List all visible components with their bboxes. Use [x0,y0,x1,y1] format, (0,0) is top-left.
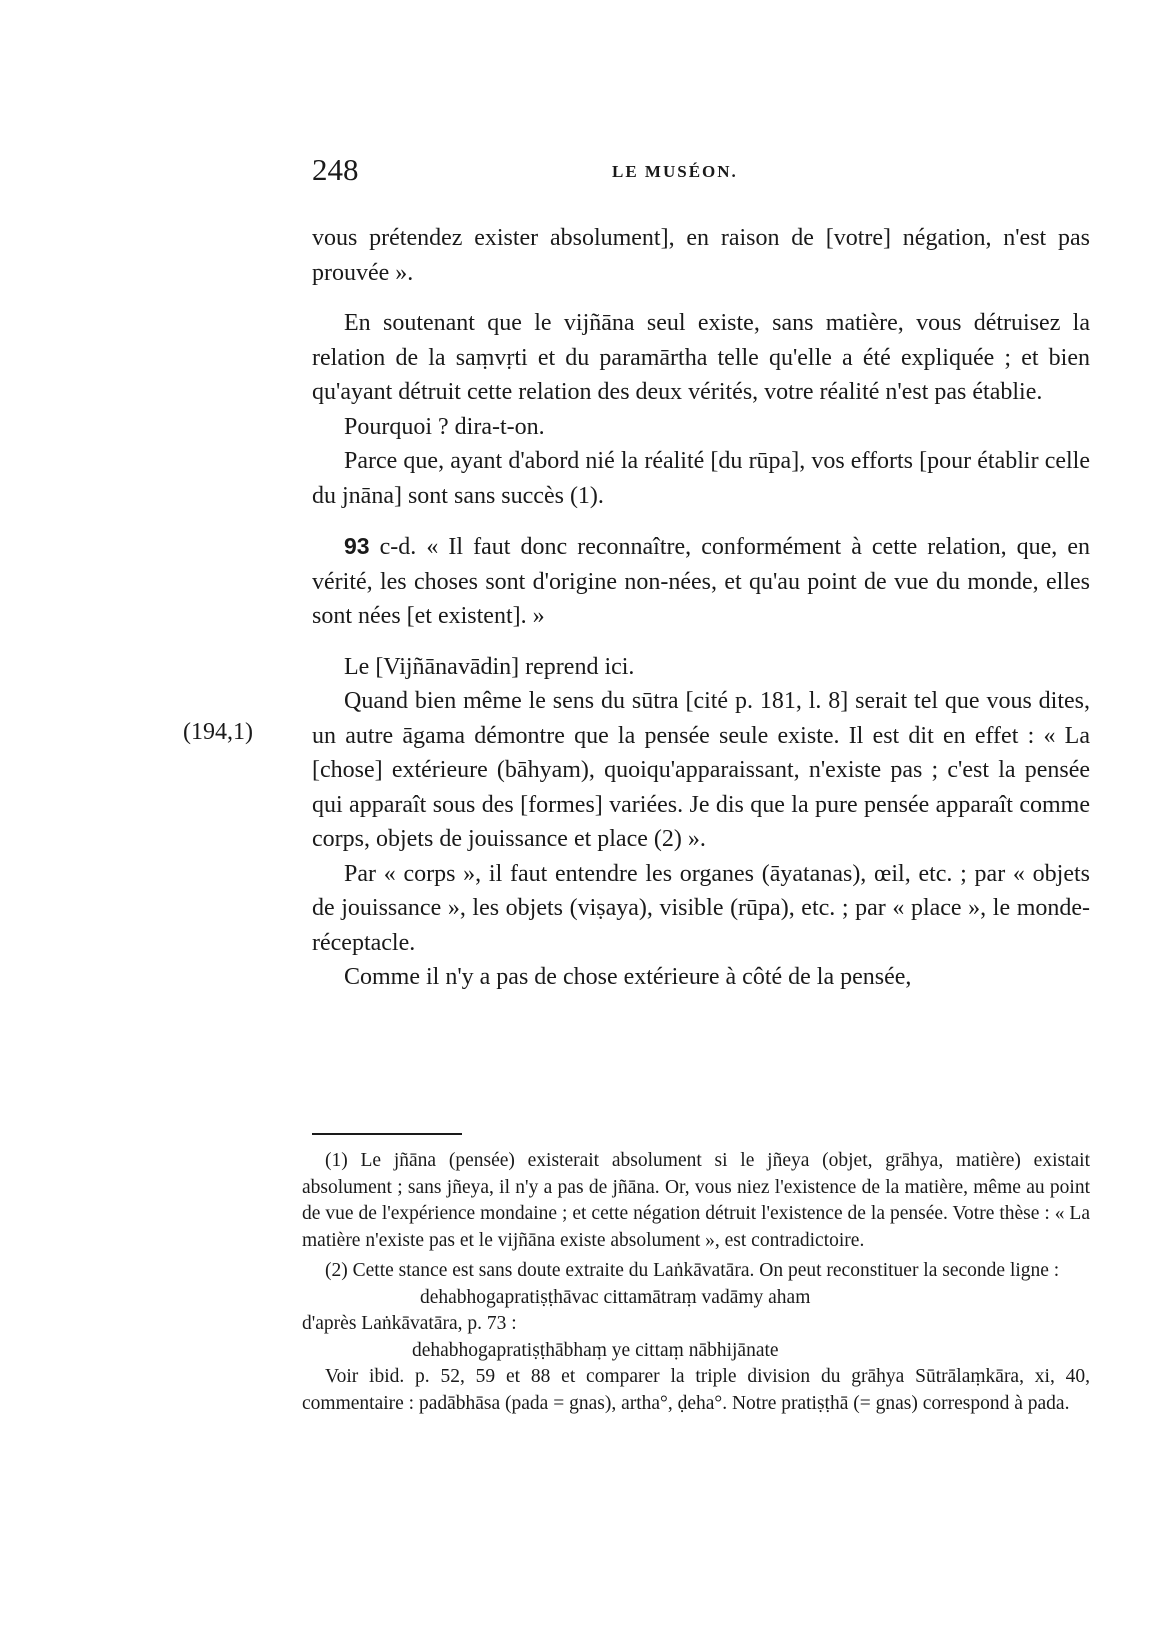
paragraph: Pourquoi ? dira-t-on. [344,413,545,440]
footnote-separator [312,1133,462,1135]
stanza-paragraph [312,529,1090,634]
paragraph: En soutenant que le vijñāna seul existe, sans matière, vous détruisez la relation de la saṃvṛti et du paramārtha telle qu'elle a été expliquée ; et bien qu'ayant détruit cette relation des deux vérités, votre réalité n'est pas établie. [312,310,1090,405]
paragraph: Parce que, ayant d'abord nié la réalité [du rūpa], vos efforts [pour établir celle du jnāna] sont sans succès (1). [312,448,1090,509]
footnote-2-end: Voir ibid. p. 52, 59 et 88 et comparer la triple division du grāhya Sūtrālaṃkāra, xi, 40, commentaire : padābhāsa (pada = gnas), artha°, ḍeha°. Notre pratiṣṭhā (= gnas) correspond à pada. [302,1366,1090,1414]
paragraph: Le [Vijñānavādin] reprend ici. [344,653,635,680]
footnotes [302,1148,1090,1417]
main-text [312,221,1090,995]
footnote-1: (1) Le jñāna (pensée) existerait absolument si le jñeya (objet, grāhya, matière) existait absolument ; sans jñeya, il n'y a pas de jñāna. Or, vous niez l'existence de la matière, même au point de vue de l'expérience mondaine ; et cette négation détruit l'existence de la pensée. Votre thèse : « La matière n'existe pas et le vijñāna existe absolument », est contradictoire. [302,1150,1090,1251]
margin-reference: (194,1) [183,719,253,745]
paragraph: Par « corps », il faut entendre les organes (āyatanas), œil, etc. ; par « objets de jouissance », les objets (viṣaya), visible (rūpa), etc. ; par « place », le monde-réceptacle. [312,860,1090,956]
paragraph: Quand bien même le sens du sūtra [cité p. 181, l. 8] serait tel que vous dites, un autre āgama démontre que la pensée seule existe. Il est dit en effet : « La [chose] extérieure (bāhyam), quoiqu'apparaissant, n'existe pas ; c'est la pensée qui apparaît sous des [formes] variées. Je dis que la pure pensée apparaît comme corps, objets de jouissance et place (2) ». [312,688,1090,852]
footnote-2-middle: d'après Laṅkāvatāra, p. 73 : [302,1313,517,1334]
paragraph-continuation: vous prétendez exister absolument], en raison de [votre] négation, n'est pas prouvée ». [312,225,1090,286]
stanza-text: c-d. « Il faut donc reconnaître, conformément à cette relation, que, en vérité, les choses sont d'origine non-nées, et qu'au point de vue du monde, elles sont nées [et existent]. » [312,534,1090,629]
paragraph: Comme il n'y a pas de chose extérieure à côté de la pensée, [344,964,912,990]
running-title: LE MUSÉON. [612,162,738,181]
page-header [312,152,1092,192]
stanza-number: 93 [344,533,370,559]
page-number: 248 [312,152,359,187]
footnote-2: (2) Cette stance est sans doute extraite du Laṅkāvatāra. On peut reconstituer la seconde ligne : [325,1260,1060,1281]
footnote-2-quote-2: dehabhogapratiṣṭhābhaṃ ye cittaṃ nābhijānate [412,1339,779,1361]
footnote-2-quote-1: dehabhogapratiṣṭhāvac cittamātraṃ vadāmy aham [420,1286,811,1308]
